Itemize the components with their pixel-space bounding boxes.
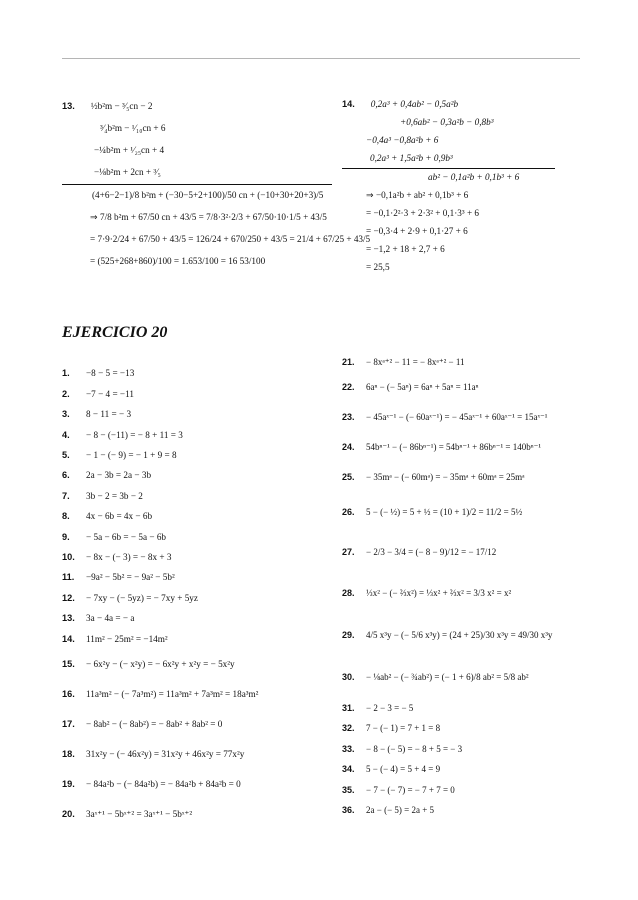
list-item <box>342 372 612 402</box>
list-item <box>62 568 344 588</box>
item-text: − 2 − 3 = − 5 <box>366 702 414 713</box>
list-item <box>342 780 612 800</box>
item-number: 13. <box>62 613 75 624</box>
item-text: − 8ab² − (− 8ab²) = − 8ab² + 8ab² = 0 <box>86 718 223 729</box>
list-item <box>62 629 344 649</box>
section-heading: EJERCICIO 20 <box>62 324 168 341</box>
list-item <box>342 739 612 759</box>
item-number: 5. <box>62 450 70 460</box>
item-text: 3b − 2 = 3b − 2 <box>86 490 143 501</box>
item-text: − 84a²b − (− 84a²b) = − 84a²b + 84a²b = 0 <box>86 778 241 789</box>
exercise-13-block <box>62 96 371 273</box>
item-text: − 7 − (− 7) = − 7 + 7 = 0 <box>366 784 455 795</box>
item-number: 3. <box>62 409 70 420</box>
item-text: −7 − 4 = −11 <box>86 388 134 399</box>
ex14-line-5: ab² − 0,1a²b + 0,1b³ + 6 <box>428 172 520 183</box>
list-item <box>342 492 612 532</box>
item-text: − 8xᵃ⁺² − 11 = − 8xᵃ⁺² − 11 <box>366 356 465 367</box>
list-item <box>62 384 344 404</box>
ex13-line-4: −⅛b²m + 2cn + ³⁄₅ <box>94 167 161 178</box>
list-item <box>62 649 344 679</box>
ex13-line-1: ½b²m − ³⁄₅cn − 2 <box>90 101 153 112</box>
item-text: 11a³m² − (− 7a³m²) = 11a³m² + 7a³m² = 18a³m² <box>86 688 259 699</box>
item-text: 4/5 x³y − (− 5/6 x³y) = (24 + 25)/30 x³y = 49/30 x³y <box>366 629 553 640</box>
item-text: 3aˣ⁺¹ − 5bˣ⁺² = 3aˣ⁺¹ − 5bˣ⁺² <box>86 808 193 819</box>
item-text: −9a² − 5b² = − 9a² − 5b² <box>86 572 175 583</box>
item-number: 10. <box>62 551 75 562</box>
item-text: − 45aˣ⁻¹ − (− 60aˣ⁻¹) = − 45aˣ⁻¹ + 60aˣ⁻¹ = 15aˣ⁻¹ <box>366 411 548 422</box>
list-item <box>62 364 344 384</box>
item-number: 4. <box>62 429 70 440</box>
item-text: − ⅛ab² − (− ¾ab²) = (− 1 + 6)/8 ab² = 5/8 ab² <box>366 671 529 682</box>
item-text: − 8 − (−11) = − 8 + 11 = 3 <box>86 429 183 440</box>
item-text: −8 − 5 = −13 <box>86 368 135 379</box>
item-number: 29. <box>342 629 355 640</box>
item-text: − 7xy − (− 5yz) = − 7xy + 5yz <box>86 592 198 603</box>
item-text: 8 − 11 = − 3 <box>86 409 132 420</box>
exercise-14-block <box>342 96 582 277</box>
item-number: 27. <box>342 546 355 557</box>
item-number: 35. <box>342 784 355 795</box>
list-item <box>342 614 612 656</box>
item-text: − 8 − (− 5) = − 8 + 5 = − 3 <box>366 743 463 754</box>
item-number: 21. <box>342 356 355 367</box>
ex14-step-3: = −0,3·4 + 2·9 + 0,1·27 + 6 <box>366 226 468 237</box>
item-text: 2a − 3b = 2a − 3b <box>86 470 152 481</box>
item-number: 28. <box>342 587 355 598</box>
list-item <box>62 679 344 709</box>
list-item <box>342 719 612 739</box>
exercise-14-label: 14. <box>342 99 355 110</box>
item-number: 2. <box>62 388 70 399</box>
list-item <box>62 739 344 769</box>
ex14-step-5: = 25,5 <box>366 262 390 273</box>
item-number: 31. <box>342 702 355 713</box>
item-number: 17. <box>62 718 75 729</box>
item-number: 30. <box>342 671 355 682</box>
item-number: 22. <box>342 381 355 392</box>
item-number: 25. <box>342 471 355 482</box>
item-number: 32. <box>342 723 355 734</box>
item-number: 36. <box>342 804 355 815</box>
list-item <box>342 432 612 462</box>
ex13-line-2: ³⁄₄b²m − ¹⁄₁₀cn + 6 <box>100 123 166 134</box>
ex14-step-1: ⇒ −0,1a²b + ab² + 0,1b³ + 6 <box>366 190 469 201</box>
item-text: − 2/3 − 3/4 = (− 8 − 9)/12 = − 17/12 <box>366 546 497 557</box>
list-item <box>342 760 612 780</box>
item-number: 24. <box>342 441 355 452</box>
list-item <box>62 709 344 739</box>
item-text: 5 − (− ½) = 5 + ½ = (10 + 1)/2 = 11/2 = 5½ <box>366 506 523 517</box>
list-item <box>62 527 344 547</box>
item-number: 23. <box>342 411 355 422</box>
item-number: 11. <box>62 572 75 583</box>
item-text: ⅓x² − (− ⅔x²) = ⅓x² + ⅔x² = 3/3 x² = x² <box>366 587 512 598</box>
item-number: 20. <box>62 808 75 819</box>
item-text: − 1 − (− 9) = − 1 + 9 = 8 <box>86 450 177 460</box>
ex13-step-1: ⇒ 7/8 b²m + 67/50 cn + 43/5 = 7/8·3²·2/3 + 67/50·10·1/5 + 43/5 <box>90 212 327 223</box>
item-number: 33. <box>342 743 355 754</box>
item-number: 12. <box>62 592 75 603</box>
item-number: 19. <box>62 778 75 789</box>
ex14-line-2: +0,6ab² − 0,3a²b − 0,8b³ <box>400 117 494 128</box>
list-item <box>342 800 612 820</box>
ex13-line-3: −¼b²m + ¹⁄₂₅cn + 4 <box>94 145 165 156</box>
list-item <box>62 548 344 568</box>
list-item <box>342 532 612 572</box>
list-item <box>342 698 612 718</box>
item-number: 7. <box>62 490 70 501</box>
list-item <box>62 486 344 506</box>
list-item <box>62 507 344 527</box>
list-item <box>62 405 344 425</box>
exercise-13-label: 13. <box>62 101 75 112</box>
list-item <box>342 656 612 698</box>
list-item <box>342 572 612 614</box>
item-text: − 8x − (− 3) = − 8x + 3 <box>86 551 172 562</box>
item-number: 16. <box>62 688 75 699</box>
item-text: 7 − (− 1) = 7 + 1 = 8 <box>366 723 441 734</box>
list-item <box>62 446 344 466</box>
item-text: 2a − (− 5) = 2a + 5 <box>366 804 435 815</box>
item-text: 6aⁿ − (− 5aⁿ) = 6aⁿ + 5aⁿ = 11aⁿ <box>366 381 479 392</box>
item-number: 26. <box>342 506 355 517</box>
item-text: 31x²y − (− 46x²y) = 31x²y + 46x²y = 77x²y <box>86 748 245 759</box>
item-number: 9. <box>62 531 70 542</box>
exercise-20-right-column <box>342 352 612 821</box>
item-number: 15. <box>62 658 75 669</box>
item-number: 1. <box>62 368 70 379</box>
list-item <box>62 588 344 608</box>
list-item <box>62 466 344 486</box>
ex14-line-1: 0,2a³ + 0,4ab² − 0,5a²b <box>370 99 459 110</box>
item-number: 8. <box>62 511 70 522</box>
ex13-step-2: = 7·9·2/24 + 67/50 + 43/5 = 126/24 + 670/250 + 43/5 = 21/4 + 67/25 + 43/5 <box>90 234 371 245</box>
list-item <box>342 402 612 432</box>
item-text: − 5a − 6b = − 5a − 6b <box>86 531 167 542</box>
list-item <box>342 352 612 372</box>
header-rule <box>62 58 580 59</box>
item-text: 11m² − 25m² = −14m² <box>86 633 168 644</box>
ex14-step-4: = −1,2 + 18 + 2,7 + 6 <box>366 244 445 255</box>
list-item <box>342 462 612 492</box>
ex14-step-2: = −0,1·2²·3 + 2·3² + 0,1·3³ + 6 <box>366 208 480 219</box>
item-text: − 35mᵃ − (− 60mᵃ) = − 35mᵃ + 60mᵃ = 25mᵃ <box>366 471 525 482</box>
ex13-sum-line: (4+6−2−1)/8 b²m + (−30−5+2+100)/50 cn + (−10+30+20+3)/5 <box>92 190 324 201</box>
item-text: − 6x²y − (− x²y) = − 6x²y + x²y = − 5x²y <box>86 658 235 669</box>
item-number: 6. <box>62 470 70 481</box>
item-text: 54bⁿ⁻¹ − (− 86bⁿ⁻¹) = 54bⁿ⁻¹ + 86bⁿ⁻¹ = 140bⁿ⁻¹ <box>366 441 542 452</box>
list-item <box>62 609 344 629</box>
list-item <box>62 425 344 445</box>
exercise-20-left-column <box>62 364 344 829</box>
item-number: 34. <box>342 764 355 775</box>
ex14-line-4: 0,2a³ + 1,5a²b + 0,9b³ <box>370 153 453 164</box>
item-text: 3a − 4a = − a <box>86 613 135 624</box>
item-number: 18. <box>62 748 75 759</box>
ex14-line-3: −0,4a³ −0,8a²b + 6 <box>366 135 439 146</box>
item-text: 4x − 6b = 4x − 6b <box>86 511 153 522</box>
list-item <box>62 769 344 799</box>
item-text: 5 − (− 4) = 5 + 4 = 9 <box>366 764 441 775</box>
list-item <box>62 799 344 829</box>
item-number: 14. <box>62 633 75 644</box>
ex13-step-3: = (525+268+860)/100 = 1.653/100 = 16 53/100 <box>90 256 266 267</box>
